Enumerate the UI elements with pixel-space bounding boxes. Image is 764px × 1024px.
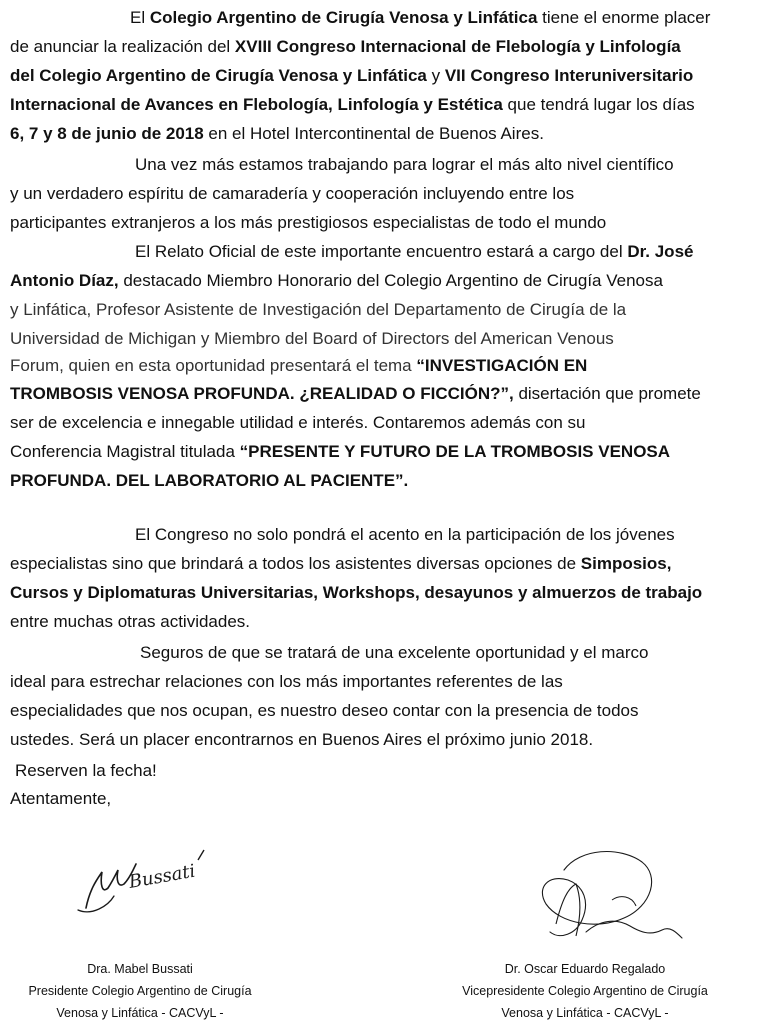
p3-line-2: Antonio Díaz, destacado Miembro Honorario del Colegio Argentino de Cirugía Venosa [10, 271, 663, 290]
p3-line-9: PROFUNDA. DEL LABORATORIO AL PACIENTE”. [10, 471, 409, 490]
p4-line-4: entre muchas otras actividades. [10, 612, 251, 631]
p3-line-1: El Relato Oficial de este importante encuentro estará a cargo del Dr. José [135, 242, 694, 261]
svg-text:Bussati: Bussati [127, 860, 197, 893]
college-name: Colegio Argentino de Cirugía Venosa y Linfática [149, 8, 538, 27]
p4-line-2: especialistas sino que brindará a todos los asistentes diversas opciones de Simposios, [10, 554, 672, 573]
p1-line-4: Internacional de Avances en Flebología, Linfología y Estética que tendrá lugar los días [10, 95, 695, 114]
signature-regalado [520, 840, 690, 950]
signatory-title: Presidente Colegio Argentino de Cirugía [28, 984, 252, 998]
p4-line-3: Cursos y Diplomaturas Universitarias, Workshops, desayunos y almuerzos de trabajo [10, 583, 703, 602]
signatory-org: Venosa y Linfática - CACVyL - [56, 1006, 224, 1020]
p1-line-5: 6, 7 y 8 de junio de 2018 en el Hotel Intercontinental de Buenos Aires. [10, 124, 544, 143]
closing-reserve: Reserven la fecha! [15, 761, 157, 780]
p3-line-4: Universidad de Michigan y Miembro del Board of Directors del American Venous [10, 329, 614, 348]
p2-line-2: y un verdadero espíritu de camaradería y cooperación incluyendo entre los [10, 184, 575, 203]
event-dates: 6, 7 y 8 de junio de 2018 [10, 124, 204, 143]
p1-line-2: de anunciar la realización del XVIII Congreso Internacional de Flebología y Linfología [10, 37, 681, 56]
p3-line-6: TROMBOSIS VENOSA PROFUNDA. ¿REALIDAD O FICCIÓN?”, disertación que promete [10, 384, 701, 403]
p5-line-4: ustedes. Será un placer encontrarnos en Buenos Aires el próximo junio 2018. [10, 730, 594, 749]
p5-line-1: Seguros de que se tratará de una excelente oportunidad y el marco [140, 643, 649, 662]
p3-line-7: ser de excelencia e innegable utilidad e interés. Contaremos además con su [10, 413, 586, 432]
signatory-org: Venosa y Linfática - CACVyL - [501, 1006, 669, 1020]
signatory-name: Dra. Mabel Bussati [87, 962, 193, 976]
p2-line-3: participantes extranjeros a los más prestigiosos especialistas de todo el mundo [10, 213, 607, 232]
p4-line-1: El Congreso no solo pondrá el acento en la participación de los jóvenes [135, 525, 675, 544]
p3-line-5: Forum, quien en esta oportunidad presentará el tema “INVESTIGACIÓN EN [10, 356, 588, 375]
p5-line-2: ideal para estrechar relaciones con los más importantes referentes de las [10, 672, 563, 691]
signatory-title: Vicepresidente Colegio Argentino de Cirugía [462, 984, 708, 998]
p5-line-3: especialidades que nos ocupan, es nuestro deseo contar con la presencia de todos [10, 701, 639, 720]
p3-line-8: Conferencia Magistral titulada “PRESENTE Y FUTURO DE LA TROMBOSIS VENOSA [10, 442, 671, 461]
p3-line-3: y Linfática, Profesor Asistente de Investigación del Departamento de Cirugía de la [10, 300, 627, 319]
p1-line-1: El Colegio Argentino de Cirugía Venosa y Linfática tiene el enorme placer [130, 8, 711, 27]
signatory-left [0, 958, 280, 1024]
signatory-right [420, 958, 750, 1024]
signature-bussati [72, 848, 222, 918]
congress-name: XVIII Congreso Internacional de Flebología y Linfología [234, 37, 681, 56]
closing-regards: Atentamente, [10, 789, 112, 808]
p2-line-1: Una vez más estamos trabajando para lograr el más alto nivel científico [135, 155, 674, 174]
p1-line-3: del Colegio Argentino de Cirugía Venosa y Linfática y VII Congreso Interuniversitario [10, 66, 694, 85]
signatory-name: Dr. Oscar Eduardo Regalado [504, 962, 666, 976]
